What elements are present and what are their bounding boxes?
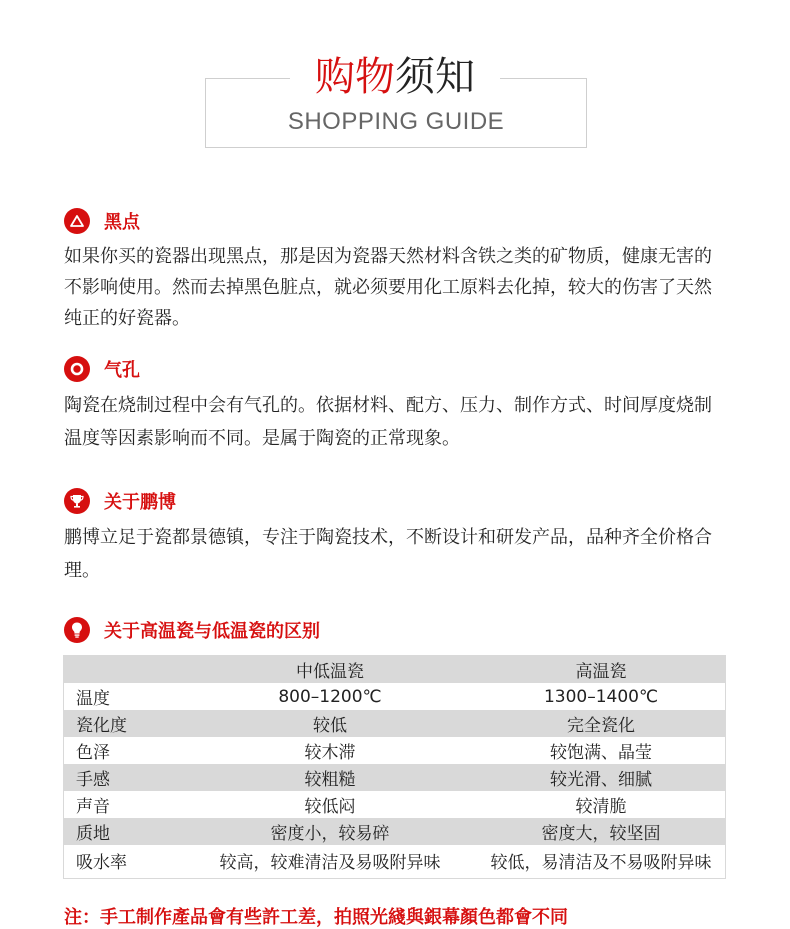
table-header-cell	[64, 656, 184, 683]
table-cell: 较清脆	[575, 797, 627, 817]
section-header	[64, 354, 729, 384]
table-cell: 声音	[76, 797, 110, 817]
table-cell: 较低闷	[304, 797, 356, 817]
trophy-icon	[64, 488, 90, 514]
table-cell: 较木滞	[304, 743, 356, 763]
table-cell: 800–1200℃	[278, 686, 382, 707]
table-cell: 较高，较难清洁及易吸附异味	[219, 852, 441, 873]
table-cell: 密度大，较坚固	[476, 818, 726, 845]
table-cell: 手感	[64, 764, 184, 791]
ring-icon	[64, 356, 90, 382]
page-subtitle: SHOPPING GUIDE	[287, 108, 505, 135]
section-header	[64, 206, 729, 236]
section-about	[64, 486, 729, 587]
footnote: 注：手工制作產品會有些許工差，拍照光綫與銀幕顏色都會不同	[64, 907, 568, 928]
comparison-table	[64, 656, 726, 875]
table-cell: 较低	[184, 710, 476, 737]
section-title: 关于鹏博	[104, 492, 176, 513]
table-row	[64, 710, 726, 737]
page-title-black: 须知	[395, 54, 475, 100]
table-cell: 完全瓷化	[476, 710, 726, 737]
table-header-row	[64, 656, 726, 683]
page-title	[290, 52, 500, 102]
page-title-red: 购物	[315, 54, 395, 100]
table-cell: 色泽	[76, 743, 110, 763]
section-title: 黑点	[104, 212, 140, 233]
section-body: 陶瓷在烧制过程中会有气孔的。依据材料、配方、压力、制作方式、时间厚度烧制温度等因素影响而不同。是属于陶瓷的正常现象。	[64, 395, 712, 449]
table-row	[64, 818, 726, 845]
table-cell: 较粗糙	[184, 764, 476, 791]
table-header-cell: 中低温瓷	[184, 656, 476, 683]
table-row	[64, 845, 726, 875]
table-cell: 较饱满、晶莹	[550, 743, 652, 763]
table-row	[64, 791, 726, 818]
section-black-spots	[64, 206, 729, 334]
warning-triangle-icon	[64, 208, 90, 234]
table-header-cell: 高温瓷	[476, 656, 726, 683]
table-row	[64, 737, 726, 764]
table-cell: 温度	[76, 689, 110, 709]
section-header	[64, 615, 729, 645]
table-cell: 1300–1400℃	[543, 686, 659, 707]
table-cell: 较低，易清洁及不易吸附异味	[490, 852, 712, 873]
table-cell: 较光滑、细腻	[476, 764, 726, 791]
table-row	[64, 683, 726, 710]
lightbulb-icon	[64, 617, 90, 643]
section-body: 如果你买的瓷器出现黑点，那是因为瓷器天然材料含铁之类的矿物质，健康无害的不影响使用。然而去掉黑色脏点，就必须要用化工原料去化掉，较大的伤害了天然纯正的好瓷器。	[64, 246, 712, 329]
section-air-holes	[64, 354, 729, 455]
table-cell: 瓷化度	[64, 710, 184, 737]
table-cell: 密度小，较易碎	[184, 818, 476, 845]
section-title: 关于高温瓷与低温瓷的区别	[104, 621, 320, 642]
section-difference	[64, 615, 729, 645]
section-title: 气孔	[104, 360, 140, 381]
table-row	[64, 764, 726, 791]
section-header	[64, 486, 729, 516]
table-cell: 质地	[64, 818, 184, 845]
table-cell: 吸水率	[76, 852, 127, 873]
section-body: 鹏博立足于瓷都景德镇，专注于陶瓷技术，不断设计和研发产品，品种齐全价格合理。	[64, 527, 712, 581]
